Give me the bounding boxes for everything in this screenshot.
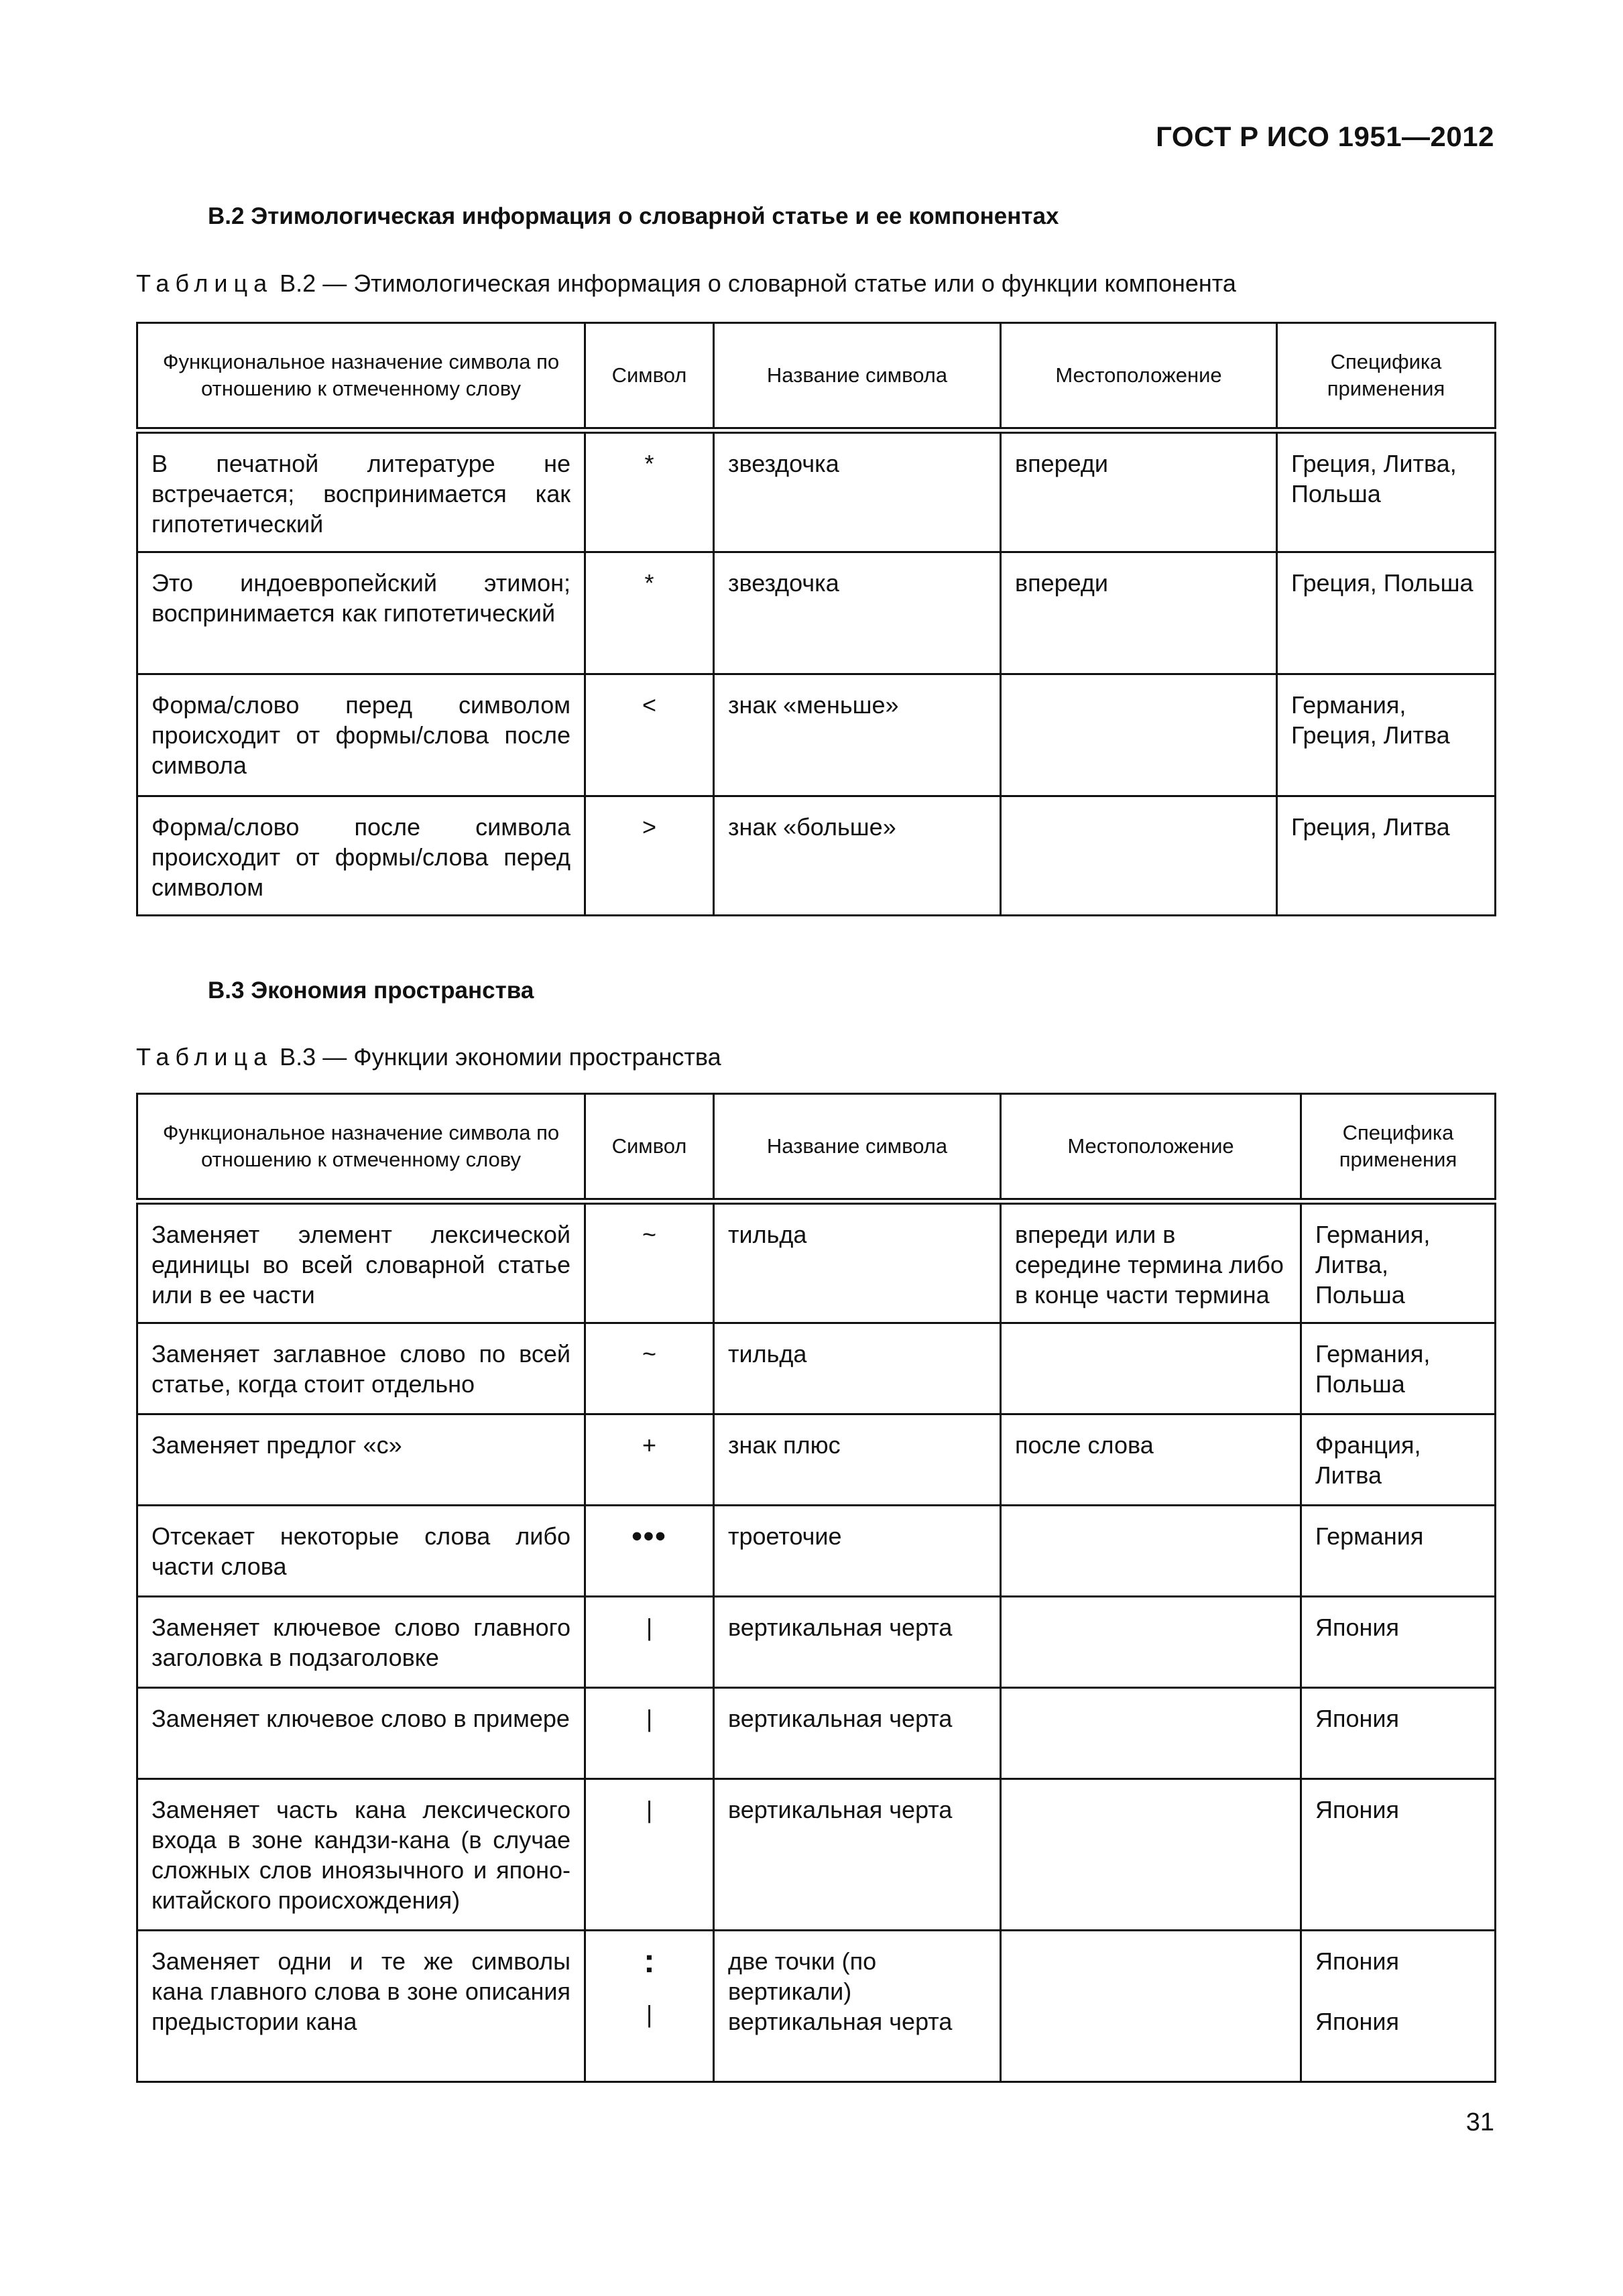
table-caption-b2 (136, 269, 1236, 298)
cell-location (1001, 796, 1277, 916)
cell-symbol-name: тильда (714, 1201, 1001, 1323)
header-symbol: Символ (585, 323, 714, 430)
caption-prefix: Таблица (136, 269, 274, 297)
cell-symbol: + (585, 1414, 714, 1506)
cell-usage: Германия (1301, 1506, 1496, 1597)
cell-usage: Франция, Литва (1301, 1414, 1496, 1506)
cell-location (1001, 1779, 1301, 1931)
cell-location: впереди (1001, 430, 1277, 552)
header-symbol: Символ (585, 1094, 714, 1201)
cell-function: Заменяет ключевое слово в примере (137, 1688, 585, 1779)
cell-symbol (585, 1506, 714, 1597)
cell-symbol-name: знак «больше» (714, 796, 1001, 916)
cell-symbol-name: троеточие (714, 1506, 1001, 1597)
cell-symbol-name (714, 1931, 1001, 2082)
table-caption-b3 (136, 1043, 721, 1071)
cell-usage: Япония (1301, 1779, 1496, 1931)
header-location: Местоположение (1001, 323, 1277, 430)
ellipsis-symbol: ••• (632, 1520, 667, 1553)
cell-location (1001, 1688, 1301, 1779)
cell-symbol-name: тильда (714, 1323, 1001, 1414)
cell-usage: Германия, Литва, Польша (1301, 1201, 1496, 1323)
cell-location: после слова (1001, 1414, 1301, 1506)
table-header-row (137, 1094, 1496, 1201)
symbol-name-1: две точки (по вертикали) (728, 1947, 877, 2005)
cell-function: Заменяет предлог «с» (137, 1414, 585, 1506)
table-row (137, 1201, 1496, 1323)
cell-function: Заменяет заглавное слово по всей статье, когда стоит отдельно (137, 1323, 585, 1414)
table-b2 (136, 322, 1496, 916)
caption-text: В.3 — Функции экономии пространства (273, 1043, 721, 1071)
cell-symbol: | (585, 1779, 714, 1931)
cell-symbol: * (585, 430, 714, 552)
cell-symbol (585, 1931, 714, 2082)
table-row (137, 1323, 1496, 1414)
table-row (137, 1506, 1496, 1597)
header-function: Функциональное назначение символа по отношению к отмеченному слову (137, 1094, 585, 1201)
cell-symbol-name: звездочка (714, 552, 1001, 674)
cell-usage (1301, 1931, 1496, 2082)
header-usage: Специфика применения (1277, 323, 1496, 430)
cell-usage: Греция, Польша (1277, 552, 1496, 674)
usage-2: Япония (1315, 2008, 1399, 2035)
header-function: Функциональное назначение символа по отношению к отмеченному слову (137, 323, 585, 430)
table-row (137, 1688, 1496, 1779)
header-usage: Специфика применения (1301, 1094, 1496, 1201)
cell-location (1001, 1597, 1301, 1688)
table-row (137, 1931, 1496, 2082)
cell-symbol-name: вертикальная черта (714, 1597, 1001, 1688)
cell-location (1001, 674, 1277, 796)
table-header-row (137, 323, 1496, 430)
header-location: Местоположение (1001, 1094, 1301, 1201)
caption-text: В.2 — Этимологическая информация о словарной статье или о функции компонента (273, 269, 1236, 297)
cell-symbol-name: вертикальная черта (714, 1688, 1001, 1779)
cell-symbol-name: знак «меньше» (714, 674, 1001, 796)
table-row (137, 1779, 1496, 1931)
cell-usage: Греция, Литва, Польша (1277, 430, 1496, 552)
cell-symbol: * (585, 552, 714, 674)
standard-code: ГОСТ Р ИСО 1951—2012 (1156, 121, 1494, 152)
section-title-b3: В.3 Экономия пространства (208, 977, 534, 1004)
cell-function: В печатной литературе не встречается; воспринимается как гипотетический (137, 430, 585, 552)
table-row (137, 430, 1496, 552)
table-row (137, 1414, 1496, 1506)
table-row (137, 552, 1496, 674)
vertical-bar-symbol: | (646, 2000, 653, 2028)
cell-symbol: < (585, 674, 714, 796)
cell-usage: Греция, Литва (1277, 796, 1496, 916)
cell-function: Заменяет ключевое слово главного заголовка в подзаголовке (137, 1597, 585, 1688)
symbol-name-2: вертикальная черта (728, 2008, 953, 2035)
cell-location: впереди или в середине термина либо в конце части термина (1001, 1201, 1301, 1323)
cell-location (1001, 1506, 1301, 1597)
cell-function: Заменяет элемент лексической единицы во всей словарной статье или в ее части (137, 1201, 585, 1323)
cell-function: Форма/слово перед символом происходит от формы/слова после символа (137, 674, 585, 796)
cell-location (1001, 1323, 1301, 1414)
caption-prefix: Таблица (136, 1043, 274, 1071)
cell-usage: Япония (1301, 1688, 1496, 1779)
cell-function: Заменяет часть кана лексического входа в зоне кандзи-кана (в случае сложных слов иноязычного и японо-китайского происхождения) (137, 1779, 585, 1931)
cell-usage: Япония (1301, 1597, 1496, 1688)
page-number: 31 (1465, 2108, 1494, 2136)
cell-symbol: ~ (585, 1201, 714, 1323)
cell-function: Форма/слово после символа происходит от формы/слова перед символом (137, 796, 585, 916)
cell-symbol: | (585, 1688, 714, 1779)
cell-location: впереди (1001, 552, 1277, 674)
cell-symbol: > (585, 796, 714, 916)
usage-1: Япония (1315, 1947, 1399, 1975)
header-symbol-name: Название символа (714, 323, 1001, 430)
section-title-b2: В.2 Этимологическая информация о словарной статье и ее компонентах (208, 203, 1059, 229)
cell-function: Отсекает некоторые слова либо части слова (137, 1506, 585, 1597)
table-row (137, 1597, 1496, 1688)
cell-symbol: | (585, 1597, 714, 1688)
cell-symbol-name: знак плюс (714, 1414, 1001, 1506)
cell-symbol-name: звездочка (714, 430, 1001, 552)
table-row (137, 674, 1496, 796)
cell-symbol: ~ (585, 1323, 714, 1414)
cell-location (1001, 1931, 1301, 2082)
header-symbol-name: Название символа (714, 1094, 1001, 1201)
cell-function: Заменяет одни и те же символы кана главного слова в зоне описания предыстории кана (137, 1931, 585, 2082)
cell-function: Это индоевропейский этимон; воспринимается как гипотетический (137, 552, 585, 674)
table-row (137, 796, 1496, 916)
table-b3 (136, 1093, 1496, 2083)
cell-usage: Германия, Польша (1301, 1323, 1496, 1414)
colon-symbol: : (644, 1942, 655, 1980)
cell-usage: Германия, Греция, Литва (1277, 674, 1496, 796)
cell-symbol-name: вертикальная черта (714, 1779, 1001, 1931)
